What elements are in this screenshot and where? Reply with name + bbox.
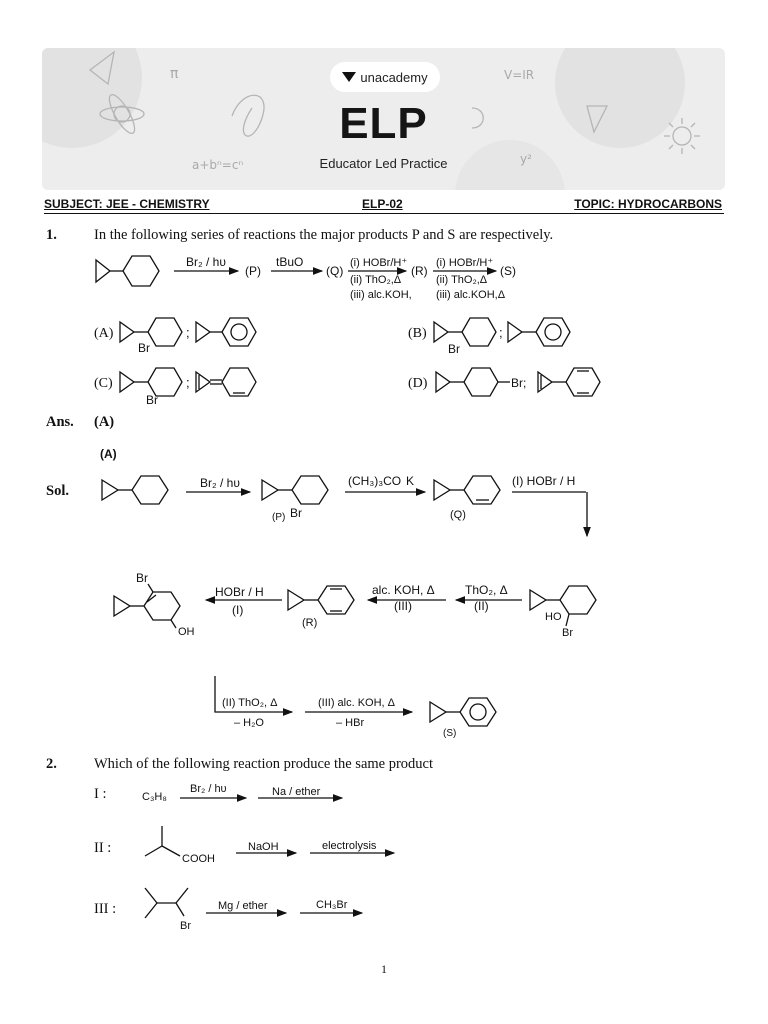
reagent-label: (i) HOBr/H⁺ (436, 257, 494, 269)
pi-doodle-icon: π (170, 66, 179, 82)
reagent-label: alc. KOH, Δ (372, 583, 435, 597)
hydroxyl-label: HO (545, 611, 562, 623)
product-r-label: (R) (302, 617, 318, 629)
y-doodle-icon: y² (520, 152, 532, 166)
bromo-dimethylbutane-structure (145, 888, 188, 918)
question-2-number: 2. (46, 756, 57, 772)
solution-s-structure (430, 698, 496, 726)
reagent-label: CH₃Br (316, 899, 348, 911)
solution-r-structure (288, 586, 354, 614)
reagent-label: (III) alc. KOH, Δ (318, 697, 396, 709)
hydroxyl-label: OH (178, 626, 195, 638)
reagent-label: Na / ether (272, 786, 321, 798)
reagent-label: Br₂ / hυ (190, 783, 227, 795)
reagent-label: (ii) ThO₂,Δ (350, 274, 402, 286)
reagent-label: (CH₃)₃CO (348, 474, 402, 488)
page-number: 1 (381, 962, 387, 976)
product-q-label: (Q) (450, 509, 466, 521)
option-b-label: (B) (408, 326, 427, 341)
propane-label: C₃H₈ (142, 791, 167, 803)
separator: ; (186, 375, 190, 390)
bromo-label: Br (448, 342, 460, 356)
bromo-label: Br (180, 920, 191, 932)
bromo-label: Br (562, 627, 573, 639)
step-label: (II) (474, 599, 489, 613)
solution-tag: (A) (100, 447, 117, 461)
reagent-label: – H₂O (234, 717, 264, 729)
carboxyl-label: COOH (182, 853, 215, 865)
product-p-label: (P) (245, 264, 261, 278)
bromo-label: Br (138, 341, 150, 355)
solution-q-structure (434, 476, 500, 504)
bromo-label: Br (136, 571, 148, 585)
reagent-label: (I) HOBr / H (512, 474, 576, 488)
reagent-label: – HBr (336, 717, 365, 729)
bromohydrin-structure (114, 584, 180, 628)
reagent-label: HOBr / H (215, 585, 264, 599)
reagent-label: Mg / ether (218, 900, 268, 912)
product-s-label: (S) (500, 264, 516, 278)
step-label: (III) (394, 599, 412, 613)
banner-title: ELP (339, 99, 428, 148)
formula-doodle-icon: a+bⁿ=cⁿ (192, 158, 244, 172)
solution-label: Sol. (46, 483, 69, 499)
elp-code: ELP-02 (362, 197, 403, 211)
solution-p-structure (262, 476, 328, 504)
reagent-label: Br₂ / hυ (186, 255, 226, 269)
reaction-I-label: I : (94, 786, 107, 802)
cyclopropylcyclohexane-structure (96, 256, 159, 286)
product-s-label: (S) (443, 728, 457, 739)
reaction-III-label: III : (94, 901, 117, 917)
answer-label: Ans. (46, 414, 74, 430)
product-q-label: (Q) (326, 264, 344, 278)
topic-label: TOPIC: HYDROCARBONS (574, 197, 722, 211)
bromo-label: Br; (511, 376, 527, 390)
banner-subtitle: Educator Led Practice (319, 156, 448, 171)
step-label: (I) (232, 603, 244, 617)
question-1-number: 1. (46, 227, 57, 243)
answer-value: (A) (94, 414, 115, 430)
separator: ; (186, 325, 190, 340)
reagent-label: K (406, 474, 415, 488)
bromo-label: Br (146, 393, 158, 407)
halohydrin-structure (530, 586, 596, 626)
reagent-label: (i) HOBr/H⁺ (350, 257, 408, 269)
reagent-label: (ii) ThO₂,Δ (436, 274, 488, 286)
reagent-label: electrolysis (322, 840, 377, 852)
reaction-II-label: II : (94, 840, 112, 856)
brand-name: unacademy (360, 69, 428, 85)
reagent-label: NaOH (248, 841, 279, 853)
ohms-law-doodle-icon: V=IR (504, 68, 535, 82)
option-a-label: (A) (94, 326, 114, 341)
solution-start-structure (102, 476, 168, 504)
reagent-label: Br₂ / hυ (200, 476, 240, 490)
question-1-text: In the following series of reactions the major products P and S are respectively. (94, 227, 554, 243)
subject-label: SUBJECT: JEE - CHEMISTRY (44, 197, 210, 211)
product-r-label: (R) (411, 264, 428, 278)
question-2-text: Which of the following reaction produce the same product (94, 756, 434, 772)
option-d-label: (D) (408, 376, 428, 391)
reagent-label: ThO₂, Δ (465, 583, 508, 597)
separator: ; (499, 325, 503, 340)
reagent-label: tBuO (276, 255, 304, 269)
option-c-label: (C) (94, 376, 113, 391)
reagent-label: (iii) alc.KOH, (350, 289, 412, 301)
bromo-label: Br (290, 506, 302, 520)
isobutyric-acid-structure (145, 826, 180, 856)
reagent-label: (iii) alc.KOH,Δ (436, 289, 506, 301)
reagent-label: (II) ThO₂, Δ (222, 697, 278, 709)
product-p-label: (P) (272, 512, 286, 523)
